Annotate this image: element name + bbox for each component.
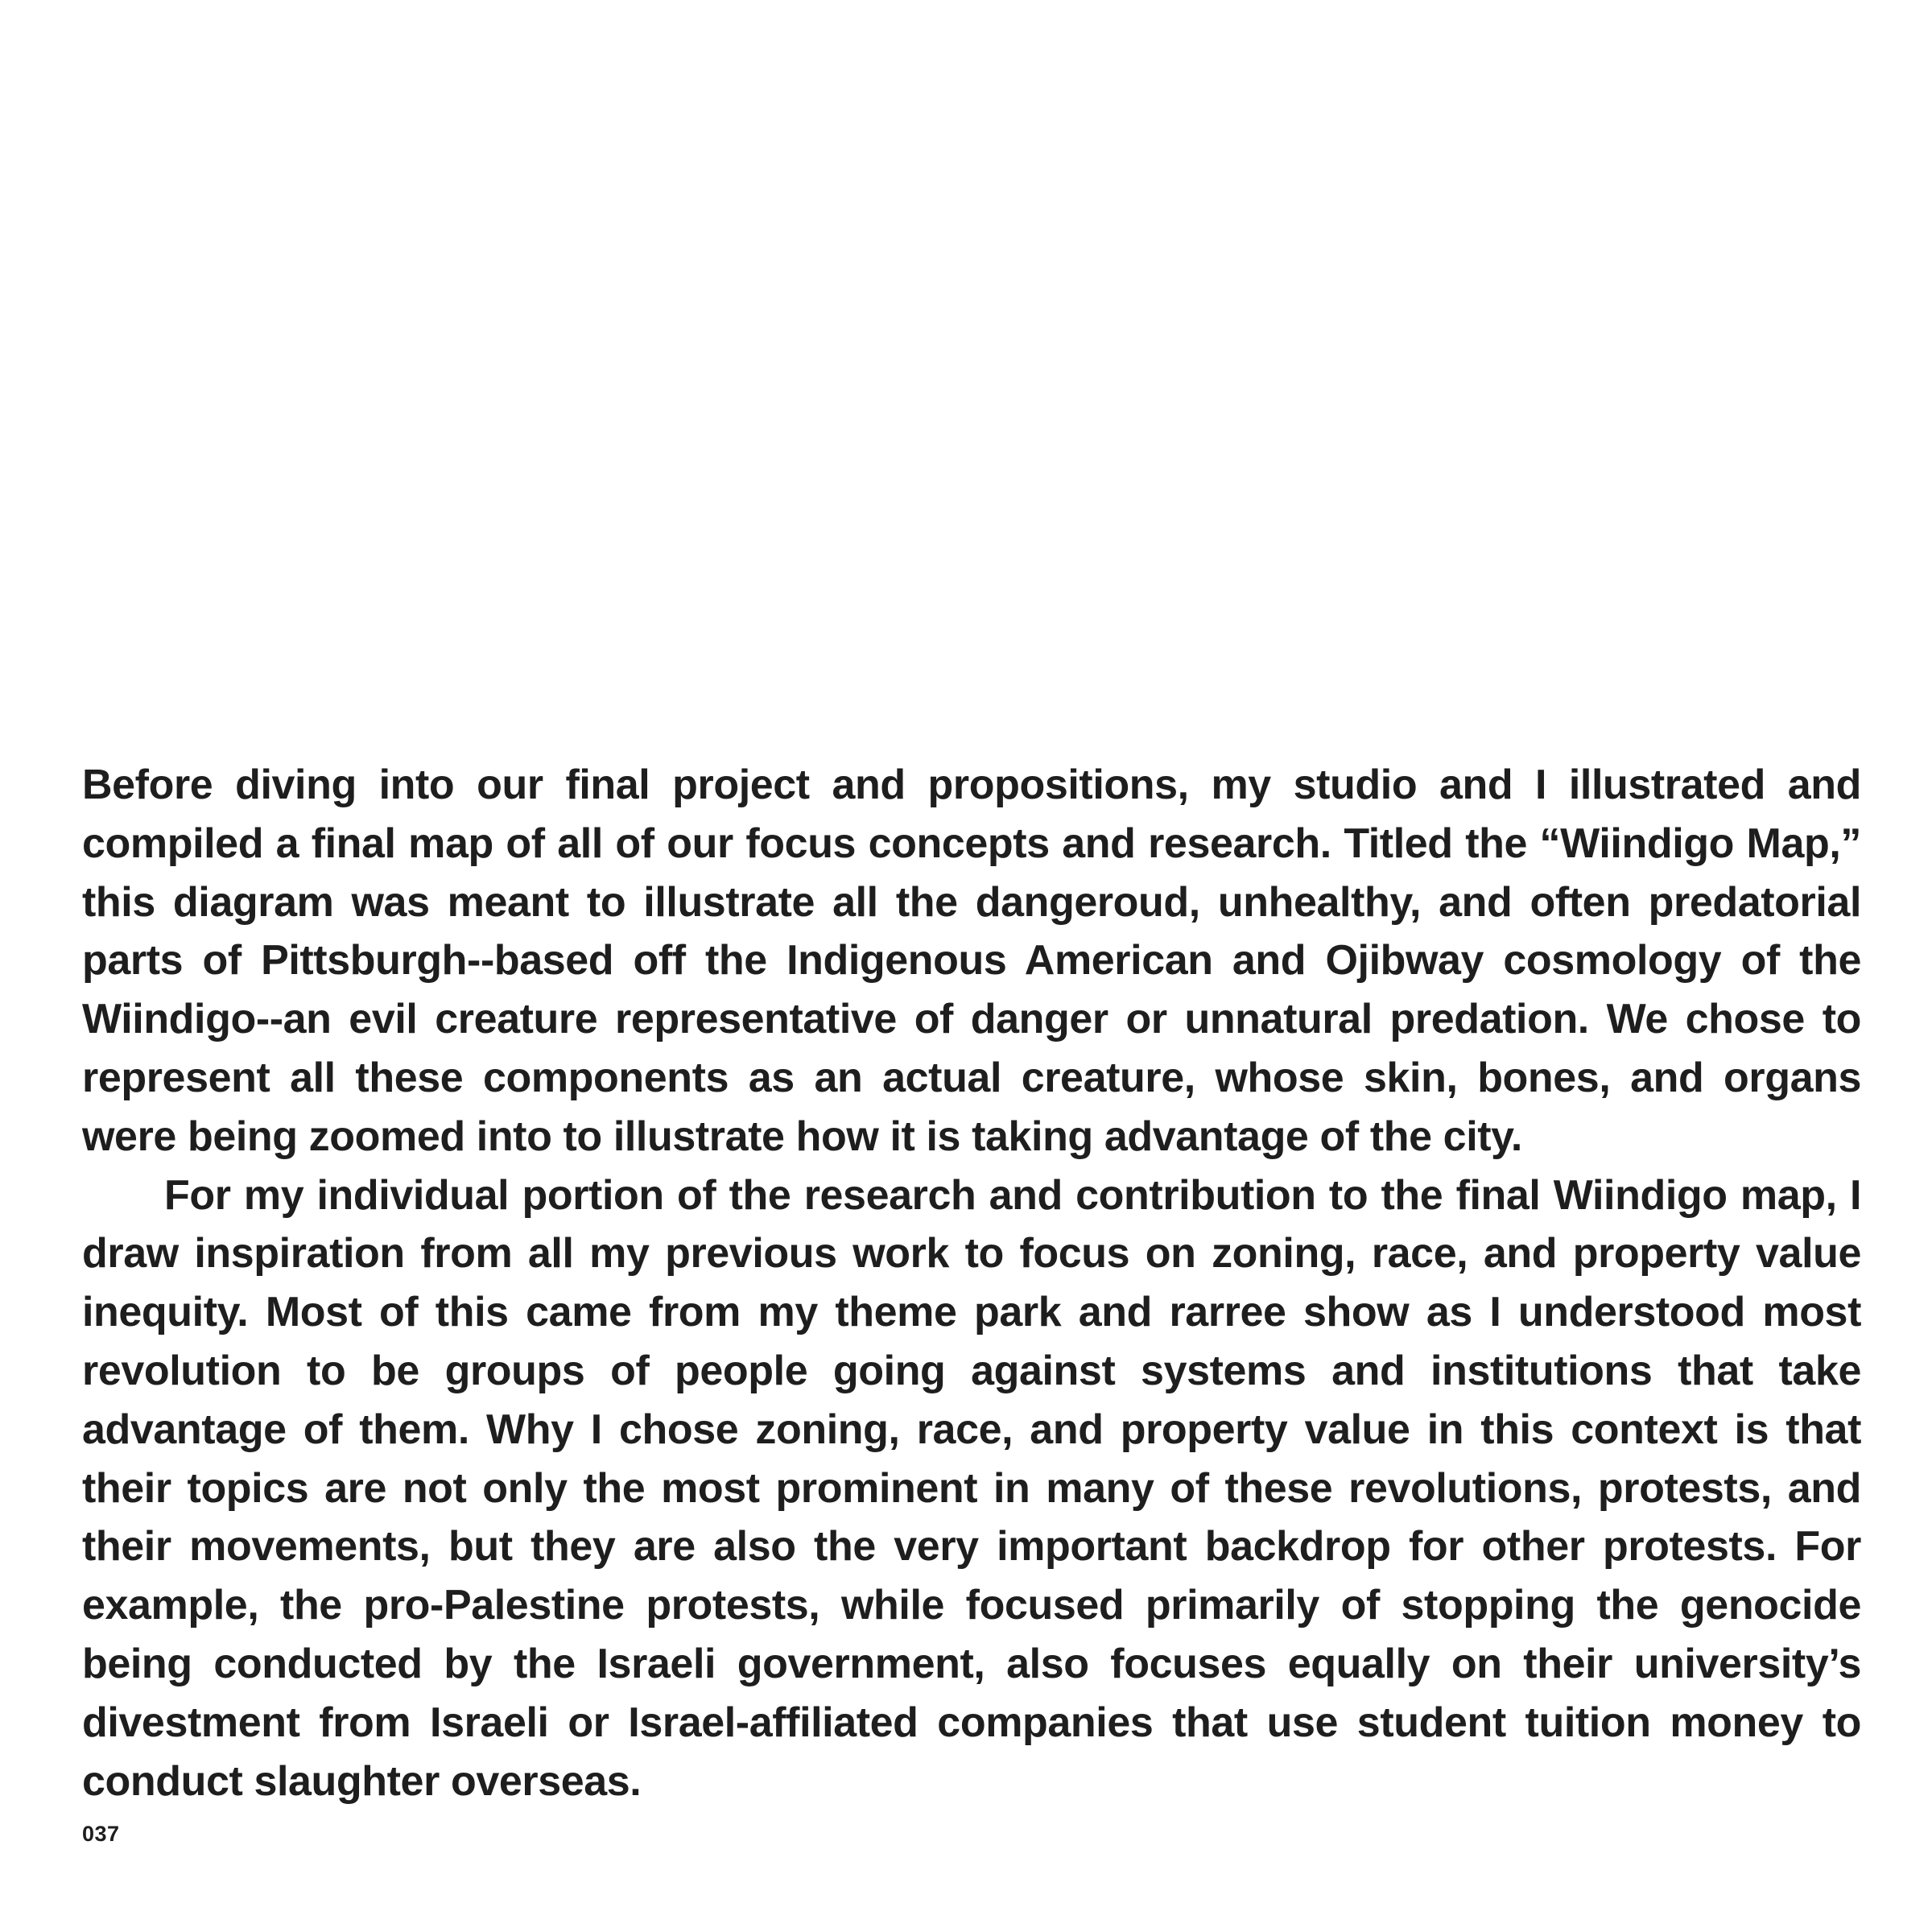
paragraph-1: Before diving into our final project and propositions, my studio and I illustrated and compiled a final map of all of our focus concepts and research. Titled the “Wiindigo Map,” this diagram was meant to illustrate all the dangeroud, unhealthy, and often predatorial parts of Pittsburgh--based off the Indigenous American and Ojibway cosmology of the Wiindigo--an evil creature representative of danger or unnatural predation. We chose to represent all these components as an actual creature, whose skin, bones, and organs were being zoomed into to illustrate how it is taking advantage of the city. — [82, 762, 1861, 1160]
page-number: 037 — [82, 1822, 120, 1846]
paragraph-2: For my individual portion of the research and contribution to the final Wiindigo map, I draw inspiration from all my previous work to focus on zoning, race, and property value inequity. Most of this came from my theme park and rarree show as I understood most revolution to be groups of people going against systems and institutions that take advantage of them. Why I chose zoning, race, and property value in this context is that their topics are not only the most prominent in many of these revolutions, protests, and their movements, but they are also the very important backdrop for other protests. For example, the pro-Palestine protests, while focused primarily of stopping the genocide being conducted by the Israeli government, also focuses equally on their university’s divestment from Israeli or Israel-affiliated companies that use student tuition money to conduct slaughter overseas. — [82, 1171, 1861, 1805]
body-text — [82, 756, 1861, 1810]
